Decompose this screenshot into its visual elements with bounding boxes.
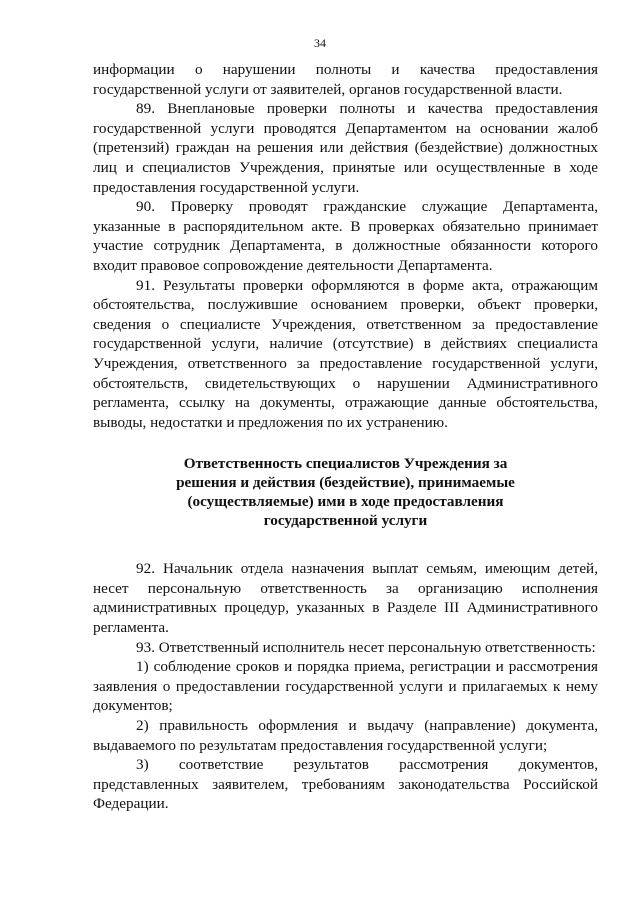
section-heading [93,454,598,530]
paragraph-90: 90. Проверку проводят гражданские служащие Департамента, указанные в распорядительном акте. В проверках обязательно принимает участие сотрудник Департамента, в должностные обязанности которого входит правовое сопровождение деятельности Департамента. [93,198,598,274]
list-item-3: 3) соответствие результатов рассмотрения документов, представленных заявителем, требованиям законодательства Российской Федерации. [93,756,598,813]
heading-line-3: (осуществляемые) ими в ходе предоставления [187,493,504,511]
paragraph-93: 93. Ответственный исполнитель несет персональную ответственность: [136,638,596,656]
heading-line-1: Ответственность специалистов Учреждения за [183,455,508,473]
list-item-2: 2) правильность оформления и выдачу (направление) документа, выдаваемого по результатам предоставления государственной услуги; [93,717,598,754]
paragraph-continuation: информации о нарушении полноты и качества предоставления государственной услуги от заявителей, органов государственной власти. [93,61,598,98]
paragraph-91: 91. Результаты проверки оформляются в форме акта, отражающим обстоятельства, послужившие основанием проверки, объект проверки, сведения о специалисте Учреждения, ответственном за предоставление государственной услуги, наличие (отсутствие) в действиях специалиста Учреждения, ответственного за предоставление государственной услуги, обстоятельств, свидетельствующих о нарушении Административного регламента, ссылку на документы, отражающие данные обстоятельства, выводы, недостатки и предложения по их устранению. [93,276,598,431]
list-item-1: 1) соблюдение сроков и порядка приема, регистрации и рассмотрения заявления о предоставлении государственной услуги и прилагаемых к нему документов; [93,658,598,715]
heading-line-2: решения и действия (бездействие), принимаемые [176,474,515,492]
heading-line-4: государственной услуги [263,512,428,530]
paragraph-89: 89. Внеплановые проверки полноты и качества предоставления государственной услуги проводятся Департаментом на основании жалоб (претензий) граждан на решения или действия (бездействие) должностных лиц и специалистов Учреждения, принятые или осуществленные в ходе предоставления государственной услуги. [93,100,598,196]
page-number: 34 [314,36,326,50]
document-body [93,60,598,814]
paragraph-92: 92. Начальник отдела назначения выплат семьям, имеющим детей, несет персональную ответственность за организацию исполнения административных процедур, указанных в Разделе III Административного регламента. [93,560,598,637]
